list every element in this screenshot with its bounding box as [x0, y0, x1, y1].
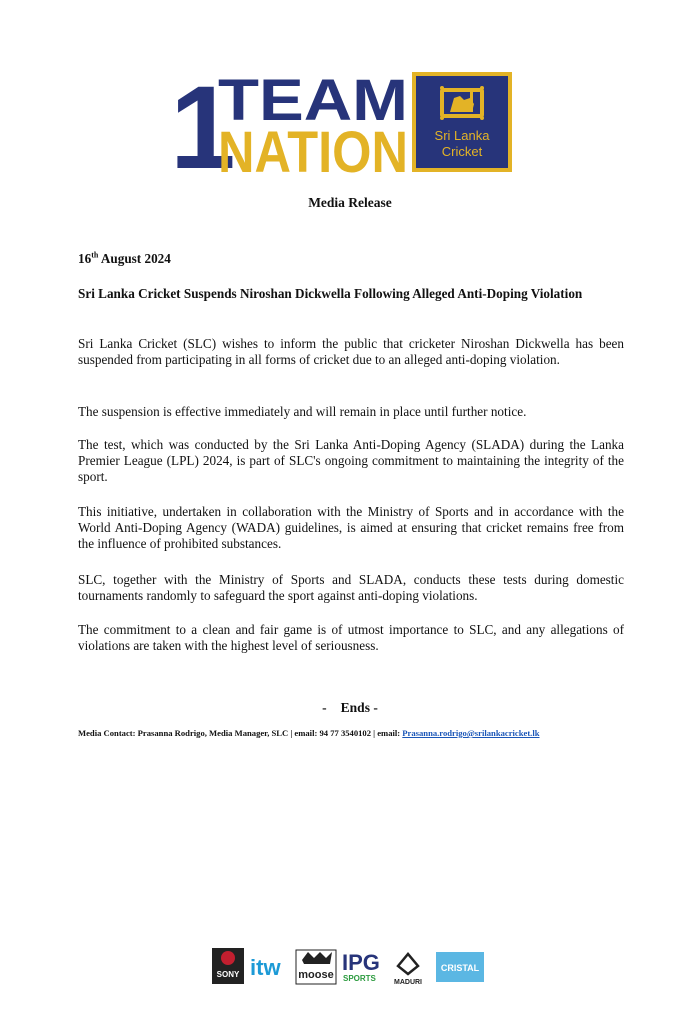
date-day: 16 — [78, 251, 92, 266]
paragraph-6: The commitment to a clean and fair game is of utmost importance to SLC, and any allegations of violations are taken with the highest level of seriousness. — [78, 622, 624, 653]
contact-email-link[interactable]: Prasanna.rodrigo@srilankacricket.lk — [402, 728, 540, 738]
moose-logo — [296, 950, 336, 984]
media-contact — [78, 728, 638, 738]
lion-emblem-icon — [440, 86, 484, 120]
badge-line2: Cricket — [441, 144, 483, 159]
itw-label: itw — [250, 955, 281, 980]
maduri-logo — [394, 954, 422, 986]
ipg-sports-logo — [342, 950, 380, 983]
sony-sports-logo — [212, 948, 244, 984]
date-suffix: th — [91, 250, 99, 260]
paragraph-2: The suspension is effective immediately and will remain in place until further notice. — [78, 404, 527, 419]
release-title: Sri Lanka Cricket Suspends Niroshan Dickwella Following Alleged Anti-Doping Violation — [78, 286, 583, 301]
paragraph-1: Sri Lanka Cricket (SLC) wishes to inform the public that cricketer Niroshan Dickwella has been suspended from participating in all forms of cricket due to an alleged anti-doping violation. — [78, 336, 624, 367]
media-release-heading: Media Release — [308, 195, 392, 210]
contact-text: Media Contact: Prasanna Rodrigo, Media Manager, SLC | email: 94 77 3540102 | email: — [78, 728, 403, 738]
sponsor-logos — [210, 944, 500, 986]
team-nation-logo — [170, 70, 515, 175]
paragraph-5: SLC, together with the Ministry of Sports and SLADA, conducts these tests during domestic tournaments randomly to safeguard the sport against anti-doping violations. — [78, 572, 624, 603]
sri-lanka-cricket-badge — [412, 72, 512, 172]
paragraph-4: This initiative, undertaken in collaboration with the Ministry of Sports and in accordance with the World Anti-Doping Agency (WADA) guidelines, is aimed at ensuring that cricket remains free from the influence of prohibited substances. — [78, 504, 624, 551]
paragraph-3: The test, which was conducted by the Sri Lanka Anti-Doping Agency (SLADA) during the Lanka Premier League (LPL) 2024, is part of SLC's ongoing commitment to maintaining the integrity of the sport. — [78, 437, 624, 484]
maduri-label: MADURI — [394, 979, 422, 986]
logo-word-nation: NATION — [218, 120, 408, 175]
ends-dash: - — [322, 700, 327, 715]
ipg-label: IPG — [342, 950, 380, 975]
cristal-logo — [436, 952, 484, 982]
logo-digit: 1 — [170, 70, 236, 175]
ipg-sub-label: SPORTS — [343, 974, 376, 983]
cristal-label: CRISTAL — [440, 963, 480, 973]
release-date — [78, 251, 624, 267]
ends-marker — [0, 700, 700, 716]
moose-label: moose — [298, 969, 334, 981]
date-rest: August 2024 — [98, 251, 171, 266]
logo-word-team: TEAM — [218, 70, 408, 133]
sony-label: SONY — [216, 970, 240, 979]
badge-line1: Sri Lanka — [434, 128, 490, 143]
itw-logo — [250, 955, 281, 980]
ends-text: Ends - — [340, 700, 378, 715]
